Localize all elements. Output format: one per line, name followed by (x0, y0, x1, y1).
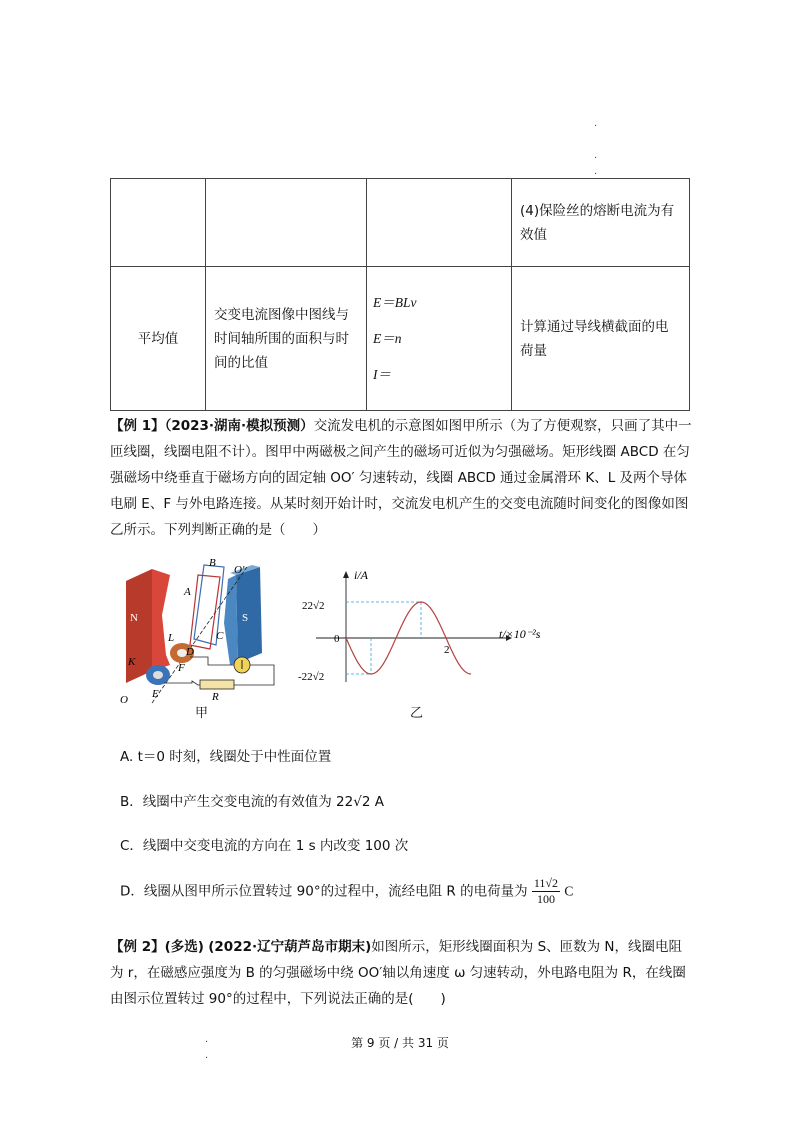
example-2-text: 如图所示，矩形线圈面积为 S、匝数为 N，线圈电阻为 r，在磁感应强度为 B 的匀强磁场中绕 OO′轴以角速度 ω 匀速转动，外电路电阻为 R，在线圈由图示位置转过 90°的过程中，下列说法正确的是( ) (110, 939, 686, 1007)
example-2-tag: 【例 2】 (110, 939, 165, 955)
table-row (111, 179, 690, 267)
table-cell (512, 267, 690, 411)
fuse-note: (4)保险丝的熔断电流为有效值 (520, 202, 675, 243)
option-c: C．线圈中交变电流的方向在 1 s 内改变 100 次 (120, 838, 409, 854)
y-axis-arrow (343, 571, 349, 578)
option-d (120, 876, 573, 907)
option-b: B．线圈中产生交变电流的有效值为 22√2 A (120, 794, 384, 810)
example-1-text: 交流发电机的示意图如图甲所示（为了方便观察，只画了其中一匝线圈，线圈电阻不计）。图甲中两磁极之间产生的磁场可近似为匀强磁场。矩形线圈 ABCD 在匀强磁场中绕垂直于磁场方向的固定轴 OO′ 匀速转动，线圈 ABCD 通过金属滑环 K、L 及两个导体电刷 E、F 与外电路连接。从某时刻开始计时，交流发电机产生的交变电流随时间变化的图像如图乙所示。下列判断正确的是（ ） (110, 418, 692, 538)
figure-jia-caption: 甲 (195, 706, 209, 721)
y-tick-positive: 22√2 (302, 600, 325, 612)
figure-yi-caption: 乙 (410, 706, 424, 721)
stray-dot: . (594, 118, 598, 129)
average-value-definition: 交变电流图像中图线与时间轴所围的面积与时间的比值 (214, 306, 349, 371)
y-tick-negative: -22√2 (298, 671, 325, 683)
example-1-source: （2023·湖南·模拟预测） (164, 418, 314, 434)
example-2-multi: (多选) (164, 939, 204, 955)
label-o-prime: O′ (234, 564, 245, 576)
label-l: L (168, 632, 175, 644)
label-a: A (184, 586, 191, 598)
table-cell (206, 179, 367, 267)
option-d-unit: C (564, 883, 574, 899)
s-pole-inner (224, 575, 238, 665)
formula-e-blv: E＝BLv (373, 294, 417, 310)
label-c: C (216, 630, 224, 642)
formula-i: I＝ (373, 366, 391, 382)
average-value-label: 平均值 (137, 330, 179, 347)
table-cell (367, 179, 512, 267)
y-tick-zero: 0 (334, 633, 340, 645)
n-pole-face (152, 569, 170, 671)
comparison-table (110, 178, 690, 411)
table-cell (367, 267, 512, 411)
example-1-stem (110, 413, 695, 543)
table-row (111, 267, 690, 411)
option-d-text: D．线圈从图甲所示位置转过 90°的过程中，流经电阻 R 的电荷量为 (120, 883, 528, 900)
stray-dot: . (205, 1050, 209, 1061)
label-r: R (212, 691, 219, 703)
label-f: F (178, 662, 185, 674)
label-o: O (120, 694, 128, 706)
table-cell (206, 267, 367, 411)
x-tick-2: 2 (444, 644, 450, 656)
formula-e-n: E＝n (373, 330, 402, 346)
resistor-icon (200, 680, 234, 689)
s-pole-face (236, 567, 262, 663)
s-label: S (242, 612, 249, 624)
example-1-tag: 【例 1】 (110, 418, 165, 434)
label-k: K (128, 656, 136, 668)
option-a: A. t＝0 时刻，线圈处于中性面位置 (120, 749, 332, 765)
y-axis-label: i/A (354, 568, 368, 582)
stray-dot: . (594, 150, 598, 161)
wire (190, 657, 234, 665)
label-b: B (209, 557, 216, 569)
page-footer: 第 9 页 / 共 31 页 (351, 1036, 449, 1050)
generator-diagram (112, 553, 287, 713)
current-time-chart (296, 562, 566, 687)
table-cell (111, 267, 206, 411)
label-d: D (186, 646, 194, 658)
fraction-numerator: 11√2 (533, 876, 559, 890)
table-cell (111, 179, 206, 267)
example-2-source: (2022·辽宁葫芦岛市期末) (208, 939, 372, 955)
stray-dot: . (205, 1034, 209, 1045)
x-axis-label: t/×10⁻²s (499, 627, 541, 641)
option-d-fraction (532, 876, 560, 907)
stray-dot: . (594, 166, 598, 177)
table-cell (512, 179, 690, 267)
label-e: E (152, 688, 159, 700)
fraction-denominator: 100 (536, 892, 555, 906)
charge-note: 计算通过导线横截面的电荷量 (520, 318, 669, 359)
n-label: N (130, 612, 138, 624)
example-2-stem (110, 934, 695, 1012)
